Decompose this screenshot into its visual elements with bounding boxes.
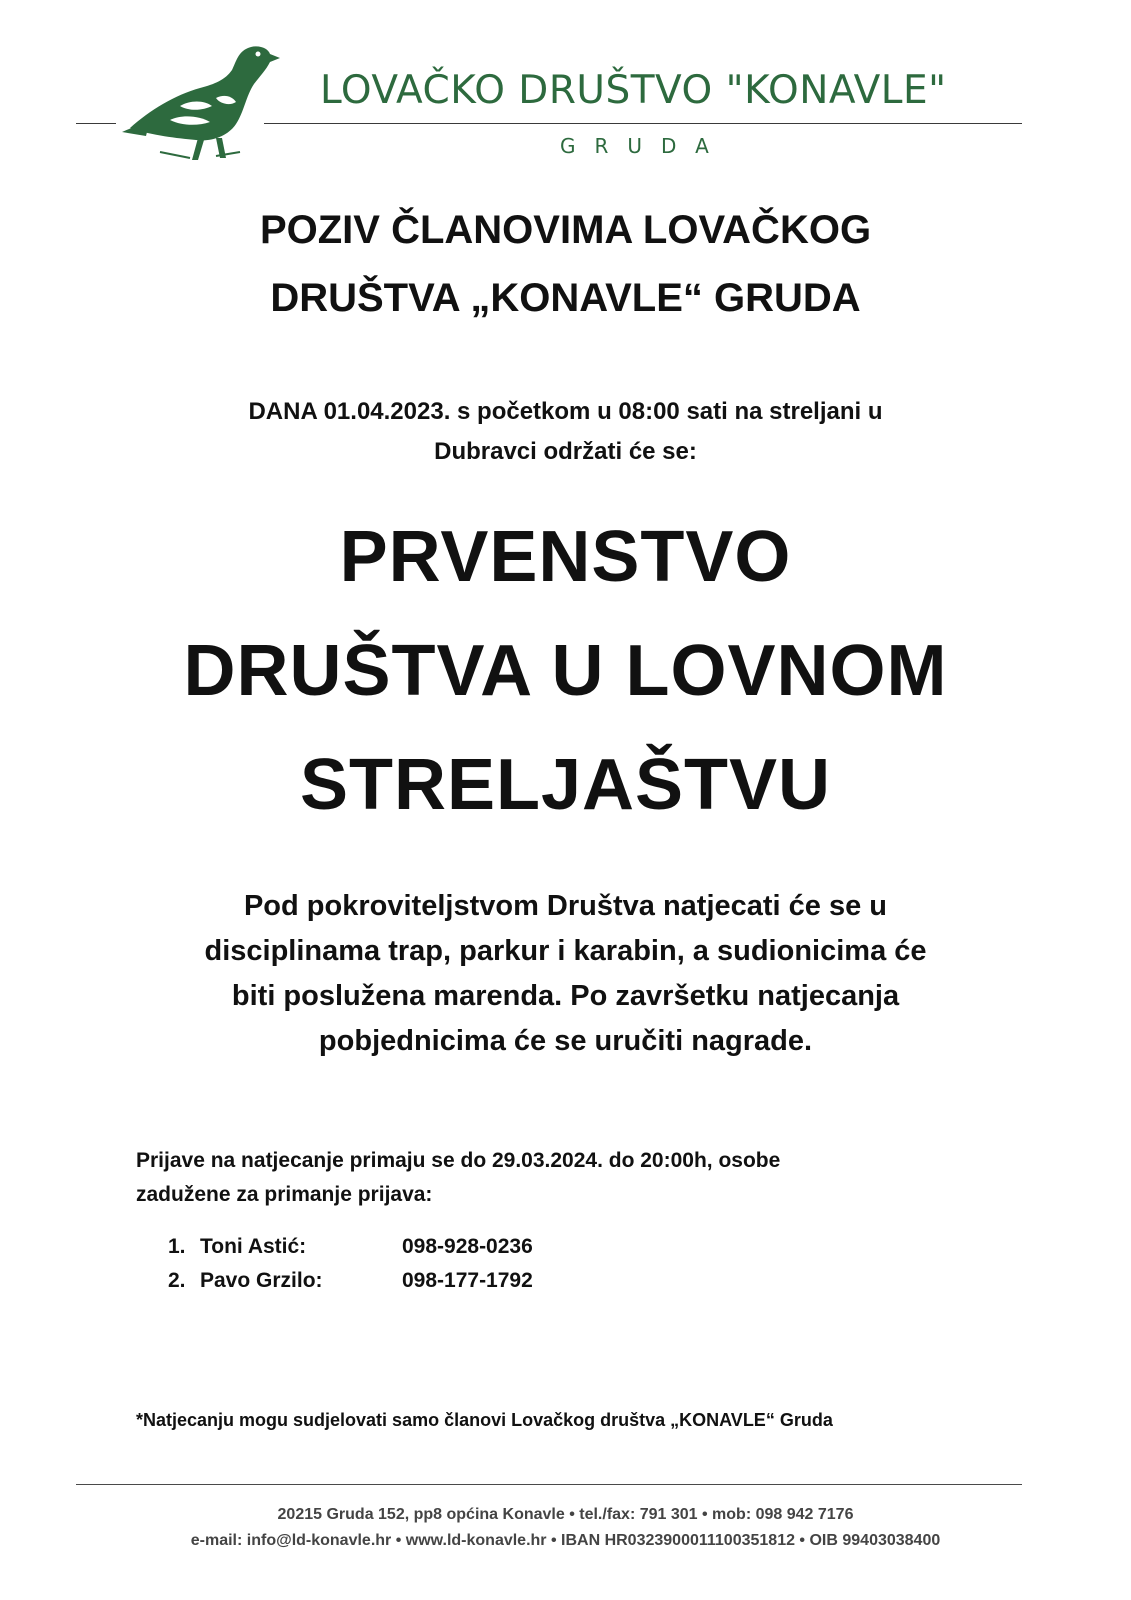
description-line-1: Pod pokroviteljstvom Društva natjecati će se u	[243, 890, 888, 922]
contact-item	[168, 1264, 533, 1298]
event-title-line-1: PRVENSTVO	[339, 517, 792, 597]
event-description	[0, 884, 1131, 1064]
contact-phone: 098-928-0236	[402, 1235, 533, 1258]
description-line-2: disciplinama trap, parkur i karabin, a sudionicima će	[204, 935, 927, 967]
date-info-line-2: Dubravci održati će se:	[434, 438, 697, 465]
date-info	[0, 392, 1131, 472]
registration-info	[136, 1144, 780, 1212]
invitation-line-2: DRUŠTVA „KONAVLE“ GRUDA	[270, 276, 861, 320]
description-line-4: pobjednicima će se uručiti nagrade.	[318, 1025, 813, 1057]
footer-contact-details: e-mail: info@ld-konavle.hr • www.ld-konavle.hr • IBAN HR0323900011100351812 • OIB 99403038400	[190, 1532, 941, 1549]
registration-line-1: Prijave na natjecanje primaju se do 29.03.2024. do 20:00h, osobe	[136, 1149, 781, 1172]
description-line-3: biti poslužena marenda. Po završetku natjecanja	[231, 980, 900, 1012]
event-title	[0, 500, 1131, 842]
footer-divider	[76, 1484, 1022, 1485]
invitation-heading	[0, 196, 1131, 332]
header-line-right	[264, 123, 1022, 124]
invitation-line-1: POZIV ČLANOVIMA LOVAČKOG	[259, 208, 872, 252]
contact-list	[168, 1230, 533, 1298]
registration-line-2: zadužene za primanje prijava:	[136, 1183, 433, 1206]
contact-item	[168, 1230, 533, 1264]
org-name: LOVAČKO DRUŠTVO "KONAVLE"	[320, 68, 947, 113]
contact-name: Pavo Grzilo:	[200, 1269, 323, 1292]
org-subtitle: GRUDA	[560, 134, 728, 158]
event-title-line-3: STRELJAŠTVU	[299, 745, 832, 825]
footer-address: 20215 Gruda 152, pp8 općina Konavle • tel./fax: 791 301 • mob: 098 942 7176	[277, 1506, 854, 1523]
bird-logo-icon	[120, 40, 280, 165]
contact-number: 2.	[168, 1269, 186, 1292]
header-line-left	[76, 123, 116, 124]
contact-name: Toni Astić:	[200, 1235, 307, 1258]
eligibility-note: *Natjecanju mogu sudjelovati samo članovi Lovačkog društva „KONAVLE“ Gruda	[136, 1410, 833, 1430]
event-title-line-2: DRUŠTVA U LOVNOM	[183, 631, 948, 711]
date-info-line-1: DANA 01.04.2023. s početkom u 08:00 sati na streljani u	[248, 398, 883, 425]
contact-number: 1.	[168, 1235, 186, 1258]
contact-phone: 098-177-1792	[402, 1269, 533, 1292]
